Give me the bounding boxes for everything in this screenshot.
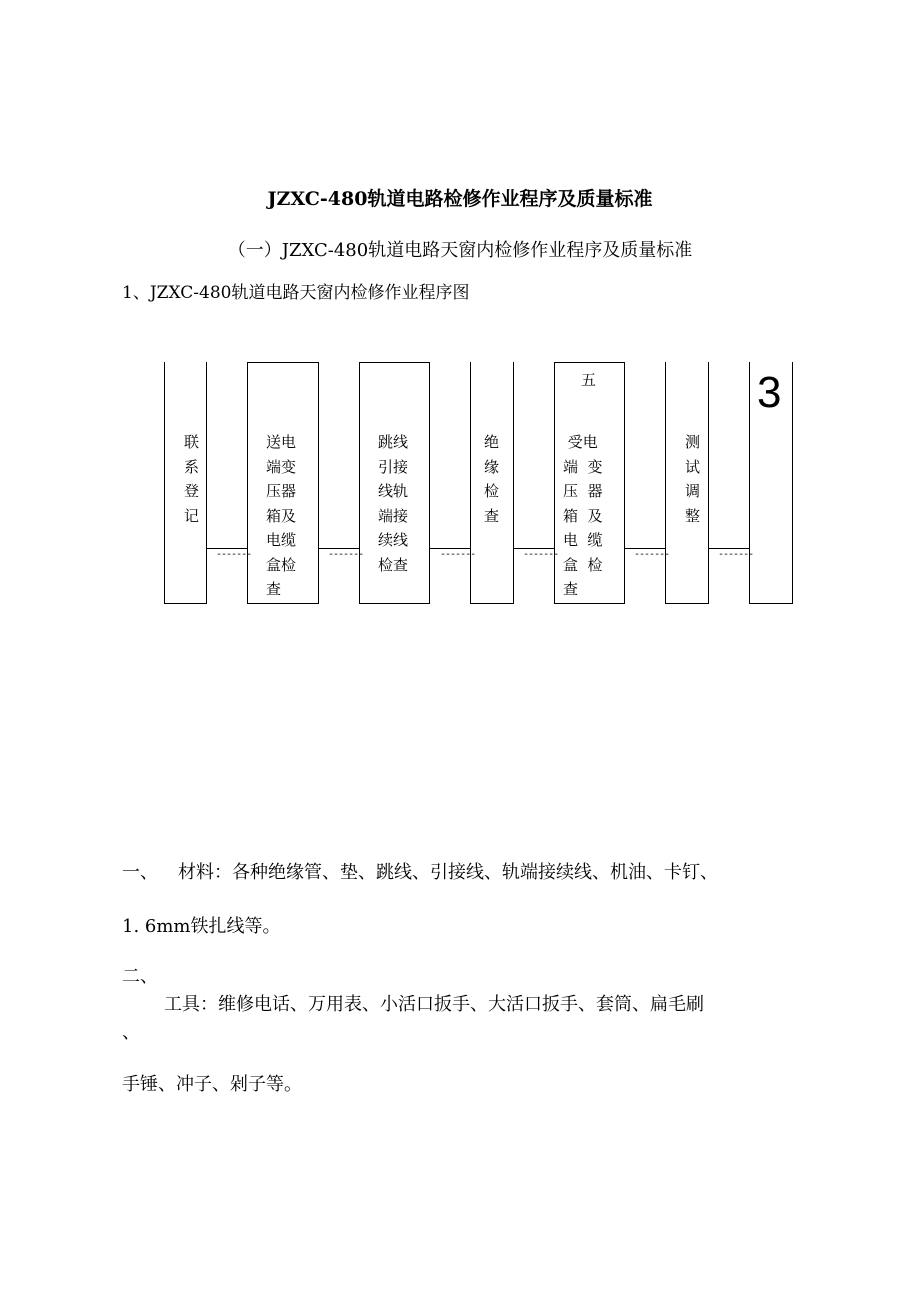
flow-connector-dash: -------	[440, 549, 476, 560]
flow-connector-dash: -------	[523, 549, 559, 560]
tools-label: 二、	[122, 966, 158, 987]
diagram-heading: 1、JZXC-480轨道电路天窗内检修作业程序图	[122, 283, 470, 303]
tools-continuation: 手锤、冲子、剁子等。	[122, 1074, 302, 1095]
flow-step-insulation-label: 绝 缘 检 查	[484, 433, 500, 525]
materials-continuation: 1. 6mm铁扎线等。	[122, 916, 281, 937]
flow-step-final-number: 3	[757, 368, 782, 417]
materials-label: 一、	[122, 862, 158, 883]
flow-step-receive-end-top: 五	[581, 371, 597, 389]
materials-text: 材料：各种绝缘管、垫、跳线、引接线、轨端接续线、机油、卡钉、	[178, 862, 718, 883]
flow-step-receive-end-label: 受电 端 变 压 器 箱 及 电 缆 盒 检 查	[563, 433, 603, 598]
flow-connector-dash: -------	[634, 549, 670, 560]
flow-step-send-end-label: 送电 端变 压器 箱及 电缆 盒检 查	[266, 433, 297, 598]
document-title: JZXC-480轨道电路检修作业程序及质量标准	[267, 188, 653, 210]
flow-step-test-adjust-label: 测 试 调 整	[685, 433, 701, 525]
section-subtitle: （一）JZXC-480轨道电路天窗内检修作业程序及质量标准	[227, 240, 693, 261]
flow-connector-dash: -------	[718, 549, 754, 560]
flow-step-jumper-label: 跳线 引接 线轨 端接 续线 检查	[378, 433, 409, 574]
flow-step-register-label: 联 系 登 记	[184, 433, 200, 525]
flow-connector-dash: -------	[328, 549, 364, 560]
tools-trailing-comma: 、	[122, 1022, 140, 1043]
tools-text: 工具：维修电话、万用表、小活口扳手、大活口扳手、套筒、扁毛刷	[164, 994, 704, 1015]
flow-connector-dash: -------	[216, 549, 252, 560]
